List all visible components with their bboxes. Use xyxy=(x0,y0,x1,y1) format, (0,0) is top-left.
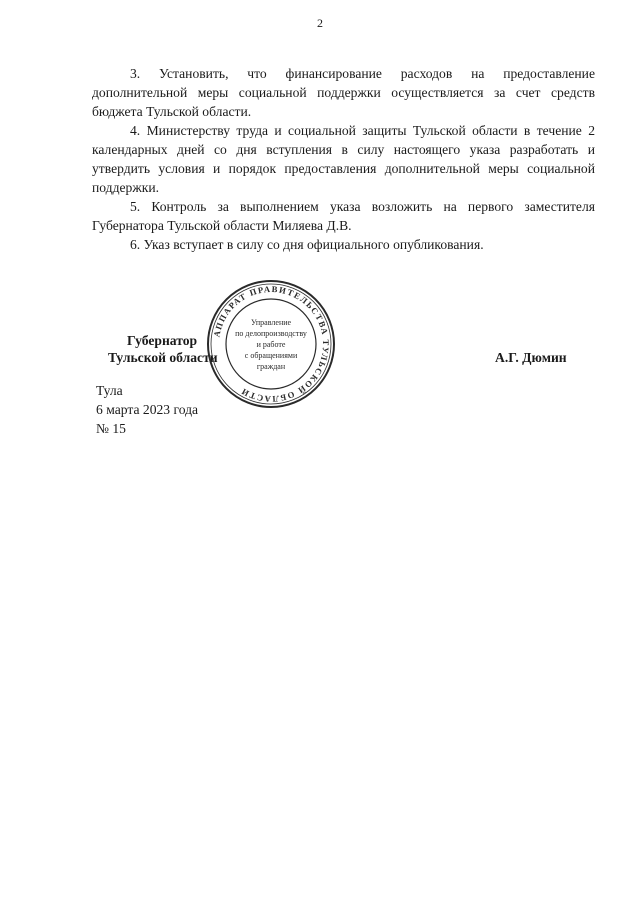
signatory-title-line1: Губернатор xyxy=(127,333,198,348)
stamp-center-line-2: по делопроизводству xyxy=(235,329,307,338)
official-stamp xyxy=(205,278,337,410)
stamp-center-line-5: граждан xyxy=(256,362,286,371)
signatory-title-line2: Тульской области xyxy=(108,350,218,365)
decree-body xyxy=(92,64,595,254)
paragraph-4: 4. Министерству труда и социальной защиты Тульской области в течение 2 календарных дней со дня вступления в силу настоящего указа разработать и утвердить условия и порядок предоставления дополнительной меры социальной поддержки. xyxy=(92,123,595,195)
issue-details xyxy=(96,381,198,438)
signatory-name: А.Г. Дюмин xyxy=(495,350,567,365)
stamp-ring-text: АППАРАТ ПРАВИТЕЛЬСТВА ТУЛЬСКОЙ ОБЛАСТИ xyxy=(211,283,332,405)
paragraph-6: 6. Указ вступает в силу со дня официального опубликования. xyxy=(130,237,484,252)
paragraph-3: 3. Установить, что финансирование расходов на предоставление дополнительной меры социальной поддержки осуществляется за счет средств бюджета Тульской области. xyxy=(92,66,595,119)
stamp-center-line-3: и работе xyxy=(256,340,286,349)
decree-number: № 15 xyxy=(96,421,126,436)
page-number: 2 xyxy=(317,16,323,30)
stamp-center-line-4: с обращениями xyxy=(244,351,298,360)
issue-place: Тула xyxy=(96,383,123,398)
issue-date: 6 марта 2023 года xyxy=(96,402,199,417)
stamp-center-line-1: Управление xyxy=(250,318,292,327)
paragraph-5: 5. Контроль за выполнением указа возложить на первого заместителя Губернатора Тульской области Миляева Д.В. xyxy=(92,199,595,233)
